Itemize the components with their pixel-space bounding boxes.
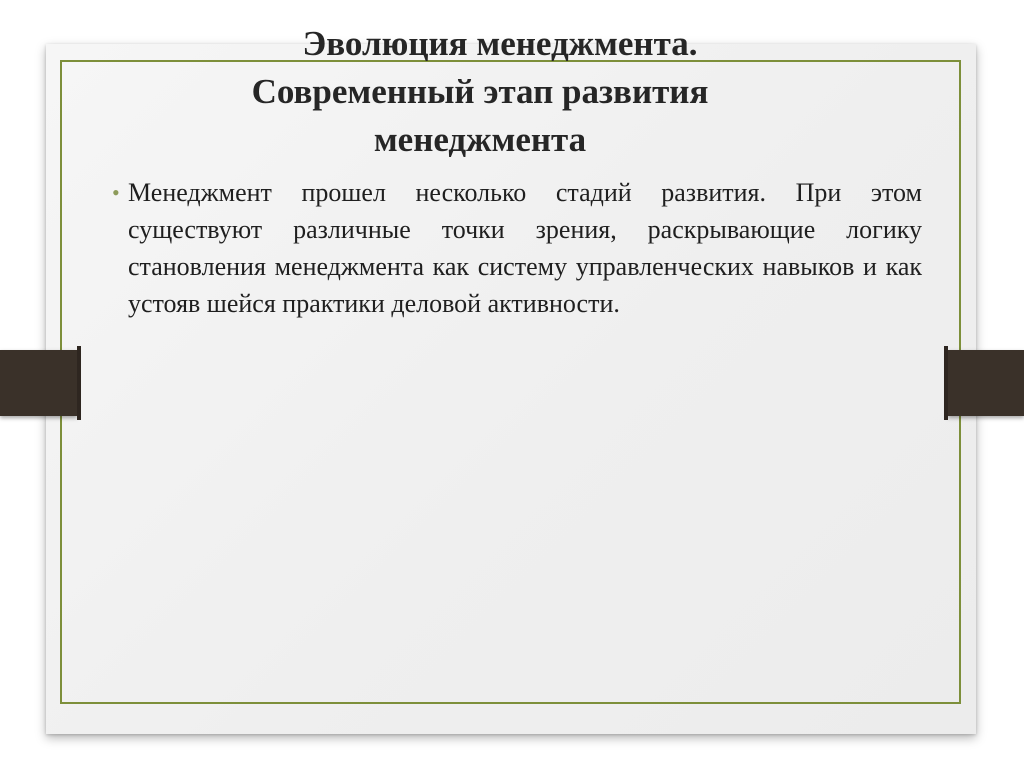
left-ribbon-decoration — [0, 350, 77, 416]
title-line-1: Эволюция менеджмента. — [302, 24, 698, 63]
title-line-2: Современный этап развития — [251, 72, 709, 111]
right-ribbon-decoration — [948, 350, 1024, 416]
slide-content — [112, 174, 922, 322]
bullet-text: Менеджмент прошел несколько стадий развития. При этом существуют различные точки зрения, раскрывающие логику становления менеджмента как систему управленческих навыков и как устояв шейся практики деловой активности. — [128, 178, 922, 318]
bullet-icon: • — [112, 180, 120, 205]
bullet-item — [112, 174, 922, 322]
title-line-3: менеджмента — [373, 120, 587, 159]
slide-title — [160, 20, 800, 164]
